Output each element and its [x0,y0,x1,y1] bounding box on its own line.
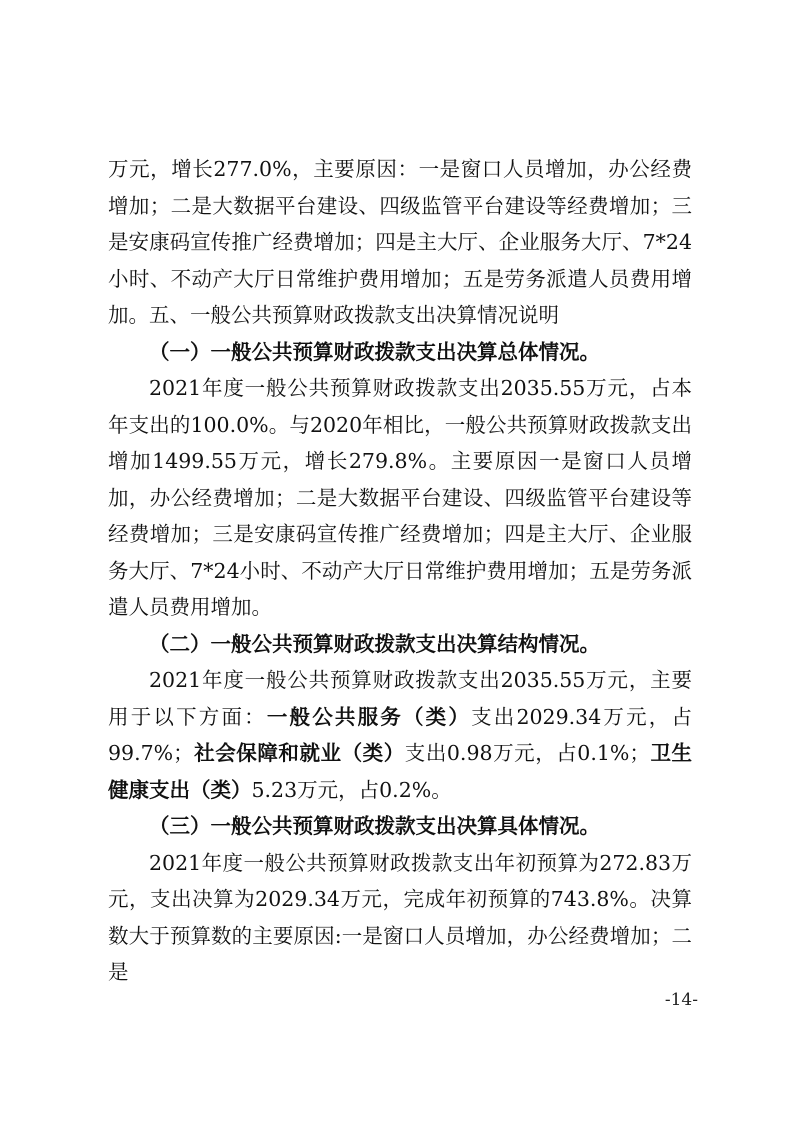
subsection-2-body [108,662,692,808]
section-heading: 五、一般公共预算财政拨款支出决算情况说明 [149,303,559,327]
subsection-2-intro: 2021年度一般公共预算财政拨款支出2035.55万元，主要用于以下方面： [108,668,692,729]
subsection-3-heading: （三）一般公共预算财政拨款支出决算具体情况。 [149,814,600,838]
category-general-public-services: 一般公共服务（类） [266,704,472,729]
category-social-security-text: 支出0.98万元，占0.1%； [404,741,650,765]
page-number: -14- [664,990,698,1010]
category-health: 卫生健康支出（类） [108,741,693,802]
subsection-2-heading: （二）一般公共预算财政拨款支出决算结构情况。 [149,631,600,656]
category-general-public-services-text: 支出2029.34万元，占99.7%； [108,704,693,765]
category-health-text: 5.23万元，占0.2%。 [251,777,452,802]
category-social-security: 社会保障和就业（类） [193,741,405,765]
subsection-1-heading: （一）一般公共预算财政拨款支出决算总体情况。 [149,339,600,364]
section-five-block [108,297,692,991]
continuation-paragraph: 万元，增长277.0%，主要原因：一是窗口人员增加，办公经费增加；二是大数据平台建设、四级监管平台建设等经费增加；三是安康码宣传推广经费增加；四是主大厅、企业服务大厅、7*24小时、不动产大厅日常维护费用增加；五是劳务派遣人员费用增加。 [108,157,692,327]
subsection-3-body: 2021年度一般公共预算财政拨款支出年初预算为272.83万元，支出决算为2029.34万元，完成年初预算的743.8%。决算数大于预算数的主要原因:一是窗口人员增加，办公经费增加；二是 [108,850,692,984]
subsection-1-body: 2021年度一般公共预算财政拨款支出2035.55万元，占本年支出的100.0%。与2020年相比，一般公共预算财政拨款支出增加1499.55万元，增长279.8%。主要原因一是窗口人员增加，办公经费增加；二是大数据平台建设、四级监管平台建设等经费增加；三是安康码宣传推广经费增加；四是主大厅、企业服务大厅、7*24小时、不动产大厅日常维护费用增加；五是劳务派遣人员费用增加。 [108,376,692,619]
